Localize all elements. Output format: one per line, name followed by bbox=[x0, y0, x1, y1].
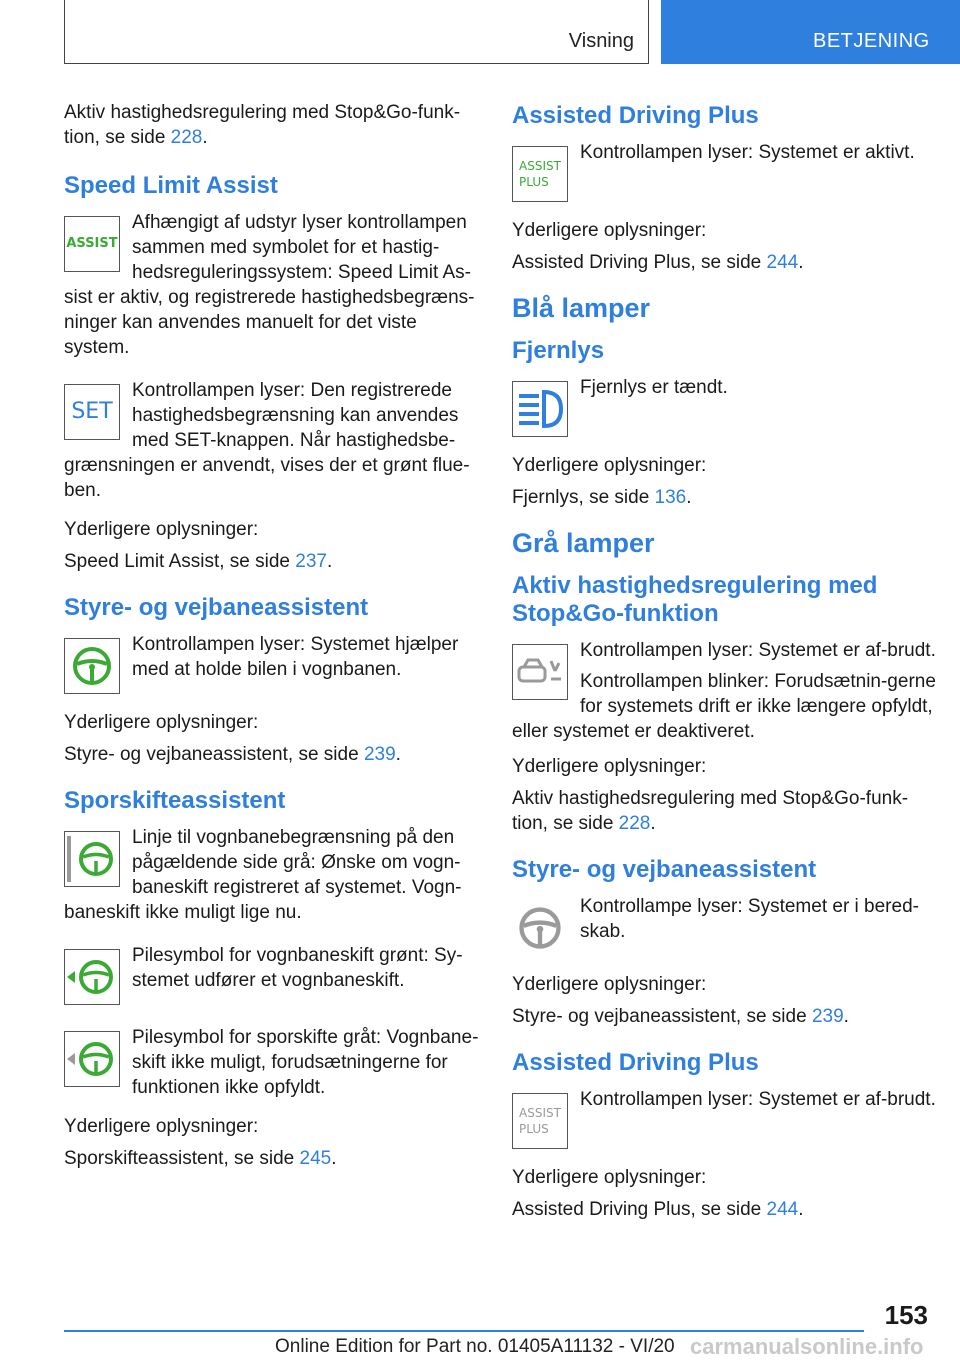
acc-ref: Aktiv hastighedsregulering med Stop&Go-funk-tion, se side 228. bbox=[512, 788, 909, 834]
assist-indicator-icon: ASSIST bbox=[64, 216, 120, 272]
high-beam-ref: Fjernlys, se side 136. bbox=[512, 487, 692, 508]
speed-limit-ref: Speed Limit Assist, se side 237. bbox=[64, 551, 333, 572]
page-link-245[interactable]: 245 bbox=[299, 1148, 332, 1169]
header-chapter-tab[interactable] bbox=[661, 0, 960, 64]
acc-item bbox=[512, 638, 942, 744]
footer-divider bbox=[64, 1330, 864, 1332]
acc-text-2: Kontrollampen blinker: Forudsætnin-gerne for systemets drift er ikke længere opfyldt, eller systemet er deaktiveret. bbox=[512, 671, 936, 742]
adp1-item bbox=[512, 140, 942, 204]
acc-text-1: Kontrollampen lyser: Systemet er af-brudt. bbox=[580, 640, 936, 661]
lane-line-item bbox=[64, 825, 482, 925]
page-link-239[interactable]: 239 bbox=[363, 744, 396, 765]
steering-ref: Styre- og vejbaneassistent, se side 239. bbox=[64, 744, 401, 765]
lane-arrow-green-item bbox=[64, 943, 482, 1007]
speed-limit-heading: Speed Limit Assist bbox=[64, 172, 278, 199]
adp1-heading: Assisted Driving Plus bbox=[512, 102, 759, 129]
lane-change-heading: Sporskifteassistent bbox=[64, 787, 286, 814]
lane-change-ref: Sporskifteassistent, se side 245. bbox=[64, 1148, 337, 1169]
steering-item bbox=[64, 632, 482, 696]
high-beam-text: Fjernlys er tændt. bbox=[580, 377, 728, 398]
lane-change-more: Yderligere oplysninger: bbox=[64, 1116, 259, 1137]
steering-grey-ref: Styre- og vejbaneassistent, se side 239. bbox=[512, 1006, 849, 1027]
high-beam-icon bbox=[512, 381, 568, 437]
speed-limit-text: Afhængigt af udstyr lyser kontrollampen sammen med symbolet for et hastig-hedsreguleringssystem: Speed Limit As-sist er aktiv, og registrerede hastighedsbegræns-ninger kan anvendes manuelt for det viste system. bbox=[64, 212, 475, 358]
adp2-ref: Assisted Driving Plus, se side 244. bbox=[512, 1199, 804, 1220]
intro-paragraph: Aktiv hastighedsregulering med Stop&Go-funk-tion, se side 228. bbox=[64, 102, 461, 148]
adp2-more: Yderligere oplysninger: bbox=[512, 1167, 707, 1188]
page-link-244-right[interactable]: 244 bbox=[766, 1199, 799, 1220]
lane-arrow-green-icon bbox=[64, 949, 120, 1005]
steering-wheel-green-icon bbox=[64, 638, 120, 694]
set-item bbox=[64, 378, 482, 503]
left-column bbox=[64, 100, 482, 1178]
header-chapter-title: BETJENING bbox=[813, 30, 930, 52]
assist-plus-green-icon: ASSIST PLUS bbox=[512, 146, 568, 202]
page-number: 153 bbox=[884, 1300, 928, 1330]
speed-limit-more: Yderligere oplysninger: bbox=[64, 519, 259, 540]
header-section-box bbox=[64, 0, 649, 64]
right-column bbox=[512, 100, 942, 1229]
speed-limit-item bbox=[64, 210, 482, 360]
adp2-text: Kontrollampen lyser: Systemet er af-brudt. bbox=[580, 1089, 936, 1110]
lane-arrow-green-text: Pilesymbol for vognbaneskift grønt: Sy-stemet udfører et vognbaneskift. bbox=[132, 945, 463, 991]
page-link-239-right[interactable]: 239 bbox=[811, 1006, 844, 1027]
steering-grey-text: Kontrollampe lyser: Systemet er i bered-skab. bbox=[580, 896, 919, 942]
page-link-228-right[interactable]: 228 bbox=[618, 813, 651, 834]
lane-line-text: Linje til vognbanebegrænsning på den pågældende side grå: Ønske om vogn-baneskift registreret af systemet. Vogn-baneskift ikke muligt lige nu. bbox=[64, 827, 462, 923]
lane-arrow-grey-item bbox=[64, 1025, 482, 1100]
header-section-title: Visning bbox=[568, 30, 634, 52]
acc-grey-icon bbox=[512, 644, 568, 700]
footer-edition: Online Edition for Part no. 01405A11132 - VI/20 bbox=[275, 1336, 675, 1357]
page-link-136[interactable]: 136 bbox=[654, 487, 687, 508]
steering-more: Yderligere oplysninger: bbox=[64, 712, 259, 733]
grey-lamps-heading: Grå lamper bbox=[512, 528, 655, 558]
watermark: carmanualsonline.info bbox=[690, 1334, 924, 1359]
high-beam-more: Yderligere oplysninger: bbox=[512, 455, 707, 476]
steering-heading: Styre- og vejbaneassistent bbox=[64, 594, 369, 621]
steering-text: Kontrollampen lyser: Systemet hjælper med at holde bilen i vognbanen. bbox=[132, 634, 459, 680]
acc-more: Yderligere oplysninger: bbox=[512, 756, 707, 777]
steering-grey-heading: Styre- og vejbaneassistent bbox=[512, 856, 817, 883]
lane-arrow-grey-text: Pilesymbol for sporskifte gråt: Vognbane-skift ikke muligt, forudsætningerne for funktionen ikke opfyldt. bbox=[132, 1027, 479, 1098]
page-link-228[interactable]: 228 bbox=[170, 127, 203, 148]
acc-heading: Aktiv hastighedsregulering med Stop&Go-funktion bbox=[512, 572, 878, 627]
assist-plus-grey-icon: ASSIST PLUS bbox=[512, 1093, 568, 1149]
steering-grey-item bbox=[512, 894, 942, 958]
lane-line-grey-icon bbox=[64, 831, 120, 887]
page-link-244[interactable]: 244 bbox=[766, 252, 799, 273]
adp1-ref: Assisted Driving Plus, se side 244. bbox=[512, 252, 804, 273]
steering-grey-more: Yderligere oplysninger: bbox=[512, 974, 707, 995]
steering-wheel-grey-icon bbox=[512, 900, 568, 956]
high-beam-item bbox=[512, 375, 942, 439]
set-text: Kontrollampen lyser: Den registrerede hastighedsbegrænsning kan anvendes med SET-knappen. Når hastighedsbe-grænsningen er anvendt, vises der et grønt flue-ben. bbox=[64, 380, 470, 501]
adp2-item bbox=[512, 1087, 942, 1151]
high-beam-heading: Fjernlys bbox=[512, 337, 605, 364]
adp1-more: Yderligere oplysninger: bbox=[512, 220, 707, 241]
lane-arrow-grey-icon bbox=[64, 1031, 120, 1087]
blue-lamps-heading: Blå lamper bbox=[512, 293, 651, 323]
adp1-text: Kontrollampen lyser: Systemet er aktivt. bbox=[580, 142, 915, 163]
page-link-237[interactable]: 237 bbox=[295, 551, 327, 572]
set-indicator-icon: SET bbox=[64, 384, 120, 440]
adp2-heading: Assisted Driving Plus bbox=[512, 1049, 759, 1076]
